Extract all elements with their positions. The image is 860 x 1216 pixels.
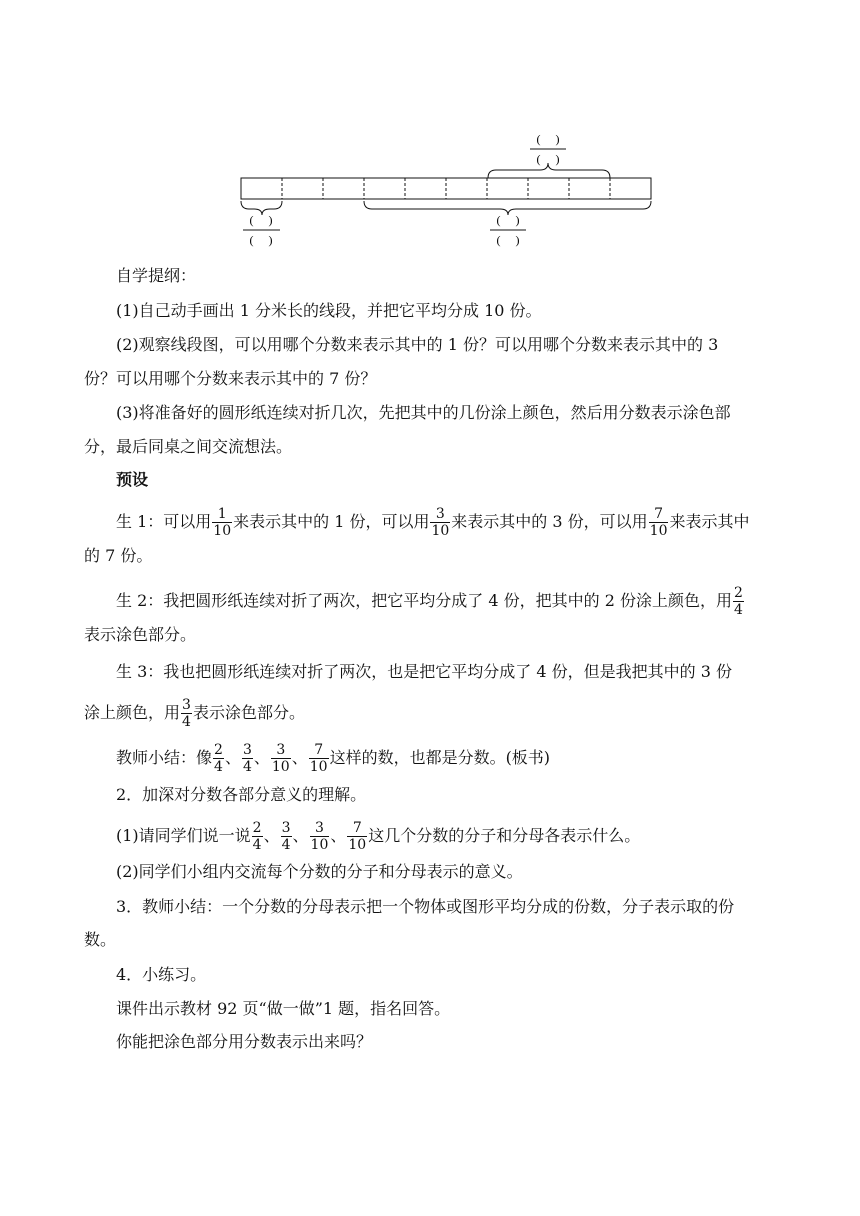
item2q1-text-a: (1)请同学们说一说 (116, 826, 251, 845)
teacher-summary-1: 教师小结：像 $\frac{2}{4}$ 、 $\frac{3}{4}$ 、 $\frac{3}{10}$ 、 $\frac{7}{10}$ 这样的数，也都是分数。(板书) (116, 742, 551, 775)
fraction: $\frac{1}{10}$ (213, 506, 232, 539)
student-3-line1: 生 3：我也把圆形纸连续对折了两次，也是把它平均分成了 4 份，但是我把其中的 3 份 (116, 662, 732, 681)
question-3-line1: (3)将准备好的圆形纸连续对折几次，先把其中的几份涂上颜色，然后用分数表示涂色部 (116, 403, 731, 422)
s1-text-a: 生 1：可以用 (116, 512, 212, 531)
s3-text-b: 表示涂色部分。 (192, 703, 305, 722)
question-3-line2: 分，最后同桌之间交流想法。 (84, 437, 293, 456)
student-1-line2: 的 7 份。 (84, 546, 153, 565)
fraction: $\frac{3}{4}$ (242, 742, 252, 775)
s1-text-b: 来表示其中的 1 份，可以用 (233, 512, 430, 531)
diagram-right-numerator: ( ) (496, 213, 520, 227)
item-3-line1: 3．教师小结：一个分数的分母表示把一个物体或图形平均分成的份数，分子表示取的份 (116, 897, 735, 916)
s3-text-a: 涂上颜色，用 (84, 703, 181, 722)
student-2-line1 (116, 585, 745, 618)
diagram-top-numerator: ( ) (536, 132, 560, 146)
item-2-question-1: (1)请同学们说一说 $\frac{2}{4}$ 、 $\frac{3}{4}$ 、 $\frac{3}{10}$ 、 $\frac{7}{10}$ 这几个分数的分子和分母各表示什么。 (116, 820, 641, 853)
diagram-left-denominator: ( ) (249, 233, 273, 247)
diagram-dividers (282, 178, 610, 199)
student-2-line2: 表示涂色部分。 (84, 625, 197, 644)
s1-text-d: 来表示其中 (669, 512, 750, 531)
fraction: $\frac{2}{4}$ (733, 585, 743, 618)
fraction: $\frac{2}{4}$ (252, 820, 262, 853)
item-4-text-b: 你能把涂色部分用分数表示出来吗？ (116, 1032, 373, 1051)
fraction: $\frac{7}{10}$ (649, 506, 668, 539)
summary1-text-a: 教师小结：像 (116, 748, 213, 767)
outline-title: 自学提纲： (116, 266, 197, 285)
diagram-top-denominator: ( ) (536, 152, 560, 166)
question-1: (1)自己动手画出 1 分米长的线段，并把它平均分成 10 份。 (116, 301, 542, 320)
fraction: $\frac{2}{4}$ (214, 742, 223, 775)
item-4-text-a: 课件出示教材 92 页“做一做”1 题，指名回答。 (116, 999, 451, 1018)
item2q1-text-b: 这几个分数的分子和分母各表示什么。 (368, 826, 641, 845)
diagram-left-numerator: ( ) (249, 213, 273, 227)
fraction: $\frac{3}{10}$ (431, 506, 450, 539)
summary1-text-b: 这样的数，也都是分数。(板书) (329, 748, 551, 767)
preset-heading: 预设 (116, 470, 149, 489)
fraction: $\frac{3}{4}$ (182, 697, 191, 730)
s1-text-c: 来表示其中的 3 份，可以用 (451, 512, 648, 531)
fraction: $\frac{3}{10}$ (310, 820, 329, 853)
line-segment-diagram (0, 0, 860, 260)
student-1-line1 (116, 506, 750, 539)
item-4: 4．小练习。 (116, 965, 207, 984)
fraction: $\frac{3}{10}$ (271, 742, 290, 775)
fraction: $\frac{7}{10}$ (348, 820, 367, 853)
s2-text-a: 生 2：我把圆形纸连续对折了两次，把它平均分成了 4 份，把其中的 2 份涂上颜色，用 (116, 591, 732, 610)
diagram-right-denominator: ( ) (496, 233, 520, 247)
item-3-line2: 数。 (84, 930, 117, 949)
fraction: $\frac{3}{4}$ (281, 820, 291, 853)
student-3-line2 (84, 697, 305, 730)
item-2-question-2: (2)同学们小组内交流每个分数的分子和分母表示的意义。 (116, 862, 523, 881)
question-2-line2: 份？可以用哪个分数来表示其中的 7 份？ (84, 369, 377, 388)
fraction: $\frac{7}{10}$ (309, 742, 328, 775)
item-2: 2．加深对分数各部分意义的理解。 (116, 785, 367, 804)
question-2-line1: (2)观察线段图，可以用哪个分数来表示其中的 1 份？可以用哪个分数来表示其中的 3 (116, 335, 719, 354)
